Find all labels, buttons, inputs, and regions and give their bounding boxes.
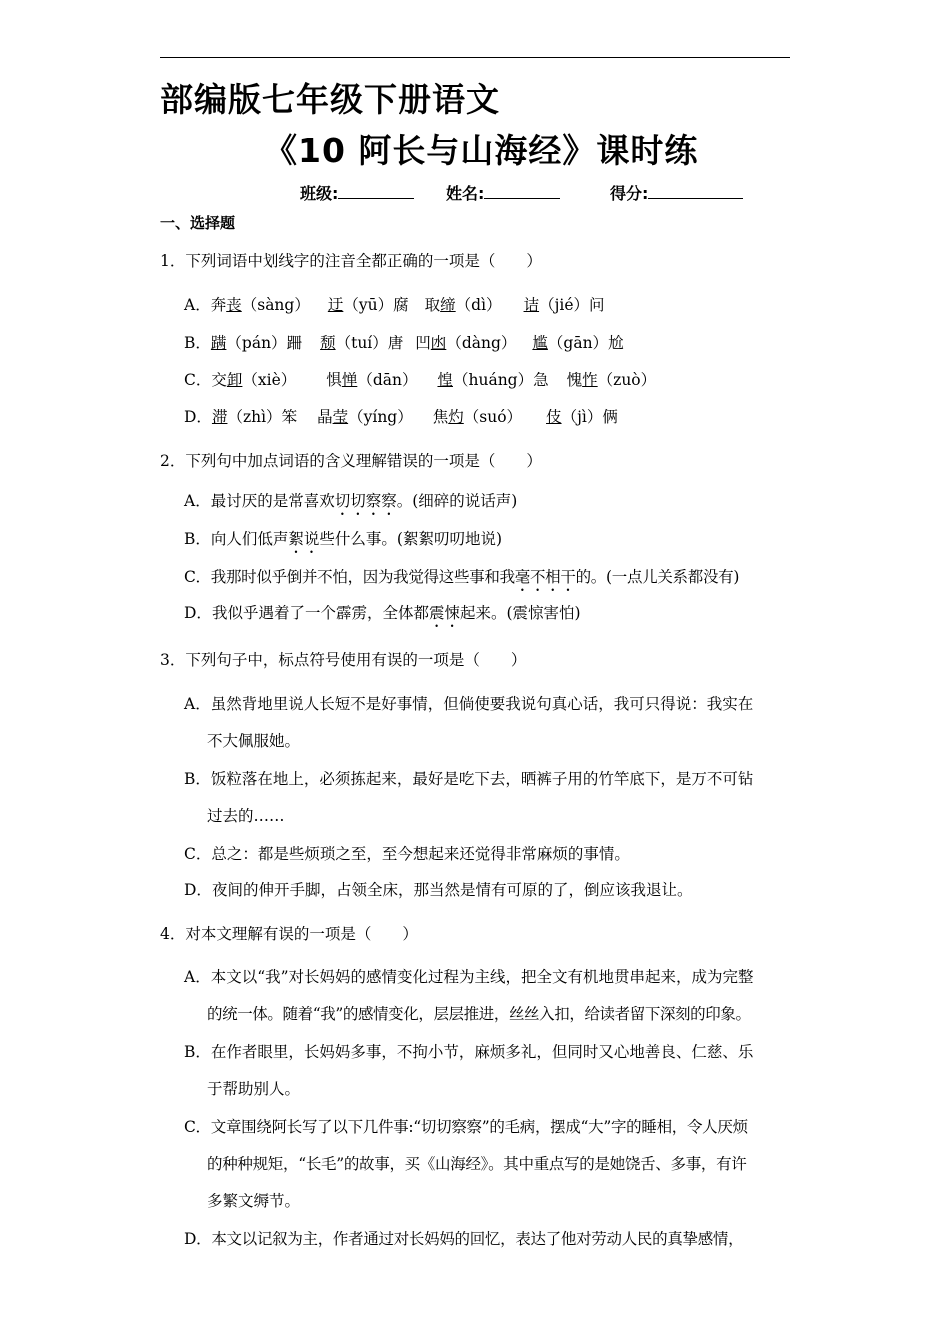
class-field	[300, 181, 414, 204]
q4-option-b[interactable]: B．在作者眼里，长妈妈多事，不拘小节，麻烦多礼，但同时又心地善良、仁慈、乐	[184, 1043, 754, 1061]
q2-option-b[interactable]: B．向人们低声絮说些什么事。(絮絮叨叨地说)	[184, 530, 503, 548]
name-label: 姓名:	[446, 184, 485, 203]
q1-stem: 1．下列词语中划线字的注音全都正确的一项是（ ）	[160, 252, 542, 270]
q4-option-b-cont: 于帮助别人。	[207, 1080, 301, 1098]
q2-stem: 2．下列句中加点词语的含义理解错误的一项是（ ）	[160, 452, 542, 470]
q4-option-c[interactable]: C．文章围绕阿长写了以下几件事:“切切察察”的毛病，摆成“大”字的睡相，令人厌烦	[184, 1118, 748, 1136]
q4-option-a-cont: 的统一体。随着“我”的感情变化，层层推进，丝丝入扣，给读者留下深刻的印象。	[207, 1005, 751, 1023]
section-title: 一、选择题	[160, 214, 236, 232]
q3-stem: 3．下列句子中，标点符号使用有误的一项是（ ）	[160, 651, 527, 669]
name-blank[interactable]	[484, 183, 560, 199]
class-blank[interactable]	[338, 183, 414, 199]
q3-option-b[interactable]: B．饭粒落在地上，必须拣起来，最好是吃下去，晒裤子用的竹竿底下，是万不可钻	[184, 770, 754, 788]
q1-option-d[interactable]: D．滞（zhì）笨 晶莹（yíng） 焦灼（suó） 伎（jì）俩	[184, 408, 618, 426]
score-blank[interactable]	[648, 183, 743, 199]
q4-option-c-cont: 的种种规矩，“长毛”的故事，买《山海经》。其中重点写的是她饶舌、多事，有许	[207, 1155, 747, 1173]
q3-option-c[interactable]: C．总之：都是些烦琐之至，至今想起来还觉得非常麻烦的事情。	[184, 845, 630, 863]
q4-option-a[interactable]: A．本文以“我”对长妈妈的感情变化过程为主线，把全文有机地贯串起来，成为完整	[184, 968, 754, 986]
q3-option-a-cont: 不大佩服她。	[207, 732, 301, 750]
q3-option-d[interactable]: D．夜间的伸开手脚，占领全床，那当然是情有可原的了，倒应该我退让。	[184, 881, 693, 899]
q2-option-c[interactable]: C．我那时似乎倒并不怕，因为我觉得这些事和我毫不相干的。(一点儿关系都没有)	[184, 568, 740, 586]
q2-option-d[interactable]: D．我似乎遇着了一个霹雳，全体都震悚起来。(震惊害怕)	[184, 604, 581, 622]
score-field	[610, 181, 743, 204]
q1-option-a[interactable]: A．奔丧（sàng） 迂（yū）腐 取缔（dì） 诘（jié）问	[184, 296, 605, 314]
name-field	[446, 181, 560, 204]
q3-option-a[interactable]: A．虽然背地里说人长短不是好事情，但倘使要我说句真心话，我可只得说：我实在	[184, 695, 754, 713]
score-label: 得分:	[610, 184, 649, 203]
q1-option-c[interactable]: C．交卸（xiè） 惧惮（dān） 惶（huáng）急 愧怍（zuò）	[184, 371, 657, 389]
q4-stem: 4．对本文理解有误的一项是（ ）	[160, 925, 418, 943]
q4-option-d[interactable]: D．本文以记叙为主，作者通过对长妈妈的回忆，表达了他对劳动人民的真挚感情，	[184, 1230, 744, 1248]
header-rule	[160, 57, 790, 58]
q4-option-c-cont2: 多繁文缛节。	[207, 1192, 301, 1210]
q1-option-b[interactable]: B．蹒（pán）跚 颓（tuí）唐 凹凼（dàng） 尴（gān）尬	[184, 334, 624, 352]
class-label: 班级:	[300, 184, 339, 203]
doc-title-line1: 部编版七年级下册语文	[160, 80, 500, 119]
q2-option-a[interactable]: A．最讨厌的是常喜欢切切察察。(细碎的说话声)	[184, 492, 518, 510]
q3-option-b-cont: 过去的……	[207, 807, 285, 825]
doc-title-line2: 《10 阿长与山海经》课时练	[264, 131, 699, 170]
